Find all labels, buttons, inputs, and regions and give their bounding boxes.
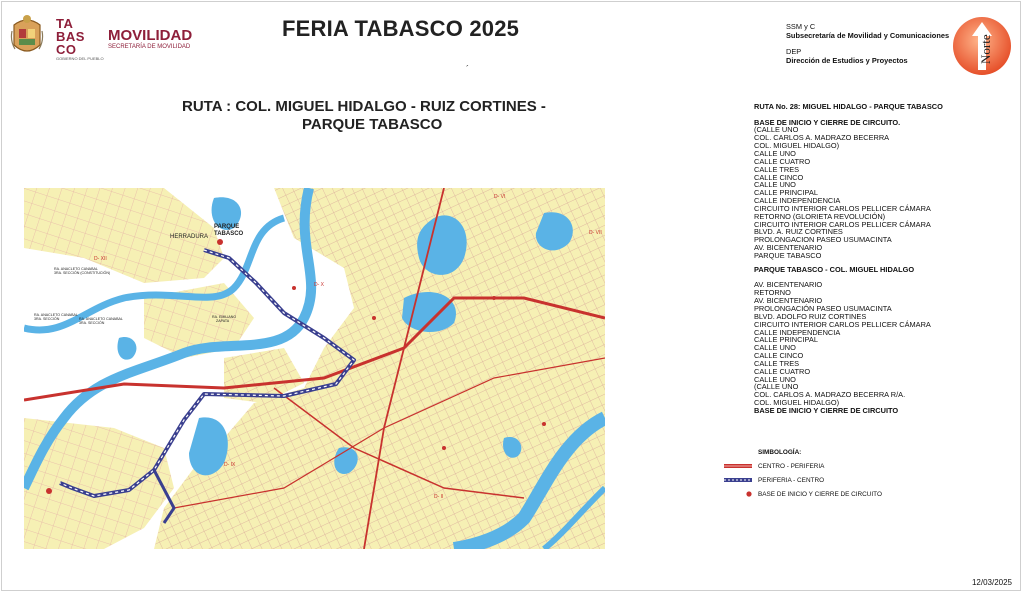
map-label-anacleto-2-l1: RA. ANACLETO CANABAL xyxy=(34,313,78,317)
map-label-anacleto-2-l2: 3RA. SECCIÓN xyxy=(34,317,60,321)
north-arrow-icon xyxy=(952,16,1012,76)
legend-label: CENTRO - PERIFERIA xyxy=(758,463,825,470)
route-list-item: CALLE UNO xyxy=(754,149,796,159)
legend-item-base xyxy=(722,491,962,501)
route-list-item: RETORNO (GLORIETA REVOLUCIÓN) xyxy=(754,211,886,221)
legend-swatch-centro xyxy=(724,464,752,468)
route-title-line: RUTA : COL. MIGUEL HIDALGO - RUIZ CORTINES - xyxy=(182,98,546,115)
route-list-item: PROLONGACION PASEO USUMACINTA xyxy=(754,235,892,245)
legend-item-periferia-centro xyxy=(722,477,962,487)
stray-mark: ´ xyxy=(466,64,469,74)
base-point-hidalgo xyxy=(46,488,52,494)
map-label-anacleto-1-l1: RA. ANACLETO CANABAL xyxy=(54,267,98,271)
document-date: 12/03/2025 xyxy=(971,578,1012,587)
route-title xyxy=(182,98,602,134)
route-list-item: PROLONGACIÓN PASEO USUMACINTA xyxy=(754,304,892,313)
legend-label: BASE DE INICIO Y CIERRE DE CIRCUITO xyxy=(758,491,882,498)
map-label-parque-l1: PARQUE xyxy=(214,224,240,230)
tabasco-logo-line: CO xyxy=(56,42,77,57)
agency-line: SSM y C xyxy=(786,22,816,31)
map-label-anacleto-3-l1: RA. ANACLETO CANABAL xyxy=(79,317,123,321)
movilidad-sub: SECRETARÍA DE MOVILIDAD xyxy=(108,44,191,50)
route-list-item: CALLE INDEPENDENCIA xyxy=(754,196,841,206)
map-label-anacleto-3-l2: 3RA. SECCIÓN xyxy=(79,321,105,325)
map-label-district: D- VII xyxy=(589,230,602,236)
route-list-item: CALLE CINCO xyxy=(754,172,804,182)
legend-title: SIMBOLOGÍA: xyxy=(758,449,802,456)
map-label-herradura: HERRADURA xyxy=(170,234,209,240)
route-list-item: BLVD. A. RUIZ CORTINES xyxy=(754,227,843,237)
map-label-district: D- XII xyxy=(94,256,107,262)
route-list-item: COL. MIGUEL HIDALGO) xyxy=(754,398,840,408)
route-list-item: CALLE CUATRO xyxy=(754,366,811,376)
legend-label: PERIFERIA - CENTRO xyxy=(758,477,825,484)
route-list-item: COL. CARLOS A. MADRAZO BECERRA xyxy=(754,133,890,143)
route-list-footer: BASE DE INICIO Y CIERRE DE CIRCUITO xyxy=(754,405,899,415)
page-title: FERIA TABASCO 2025 xyxy=(282,16,520,41)
route-description xyxy=(754,103,994,415)
agency-line: Dirección de Estudios y Proyectos xyxy=(786,55,908,65)
route-list-item: (CALLE UNO xyxy=(754,382,799,392)
route-list-item: AV. BICENTENARIO xyxy=(754,243,823,253)
route-list-item: CALLE UNO xyxy=(754,180,796,190)
tabasco-logo-sub: GOBIERNO DEL PUEBLO xyxy=(56,56,104,61)
route-list-item: CIRCUITO INTERIOR CARLOS PELLICER CÁMARA xyxy=(754,319,931,329)
north-label: Norte xyxy=(978,34,993,64)
route-list-item: CALLE TRES xyxy=(754,164,800,174)
legend-item-centro-periferia xyxy=(722,463,962,473)
route-list-item: PARQUE TABASCO xyxy=(754,250,822,260)
route-list-item: CALLE INDEPENDENCIA xyxy=(754,327,841,337)
map-label-parque xyxy=(214,224,244,237)
route-list-item: COL. CARLOS A. MADRAZO BECERRA R/A. xyxy=(754,390,906,400)
tabasco-logo xyxy=(56,17,106,65)
movilidad-logo: MOVILIDAD xyxy=(108,27,193,44)
route-list-section-title: PARQUE TABASCO - COL. MIGUEL HIDALGO xyxy=(754,264,915,274)
route-list-item: AV. BICENTENARIO xyxy=(754,280,823,290)
tabasco-crest-icon xyxy=(10,11,44,59)
route-list-item: CALLE CUATRO xyxy=(754,156,811,166)
route-list-item: COL. MIGUEL HIDALGO) xyxy=(754,141,840,151)
route-list-item: CALLE UNO xyxy=(754,343,796,353)
route-list-section-title: BASE DE INICIO Y CIERRE DE CIRCUITO. xyxy=(754,117,901,127)
base-point-parque xyxy=(217,239,223,245)
tabasco-logo-line: BAS xyxy=(56,29,85,44)
route-map xyxy=(24,188,605,549)
route-list-item: BLVD. ADOLFO RUIZ CORTINES xyxy=(754,311,867,321)
route-title-line: PARQUE TABASCO xyxy=(302,116,443,133)
map-label-emiliano-l1: RA. EMILIANO xyxy=(212,315,237,319)
legend-base-dot-icon xyxy=(746,491,752,497)
map-label-district: D- X xyxy=(314,282,324,288)
map-label-parque-l2: TABASCO xyxy=(214,231,244,237)
route-list-item: RETORNO xyxy=(754,288,791,298)
map-dot xyxy=(372,316,376,320)
legend-swatch-periferia xyxy=(724,478,752,482)
map-label-anacleto-1-l2: 3RA. SECCIÓN (CONSTITUCIÓN) xyxy=(54,271,111,275)
route-list-item: CALLE TRES xyxy=(754,358,800,368)
route-list-item: CALLE CINCO xyxy=(754,351,804,361)
route-list-item: CALLE PRINCIPAL xyxy=(754,335,818,345)
map-label-district: D- IX xyxy=(224,462,236,468)
route-list-item: CIRCUITO INTERIOR CARLOS PELLICER CÁMARA xyxy=(754,219,931,229)
map-dot xyxy=(542,422,546,426)
route-list-item: AV. BICENTENARIO xyxy=(754,296,823,306)
route-list-heading: RUTA No. 28: MIGUEL HIDALGO - PARQUE TABASCO xyxy=(754,102,943,111)
map-label-emiliano-l2: ZAPATA xyxy=(216,319,230,323)
map-label-district: D- II xyxy=(434,494,444,500)
route-list-item: (CALLE UNO xyxy=(754,125,799,135)
map-label-district: D- VI xyxy=(494,194,506,200)
agency-line: DEP xyxy=(786,47,802,57)
tabasco-logo-line: TA xyxy=(56,16,74,31)
map-dot xyxy=(292,286,296,290)
route-list-item: CALLE PRINCIPAL xyxy=(754,188,818,198)
agency-line: Subsecretaría de Movilidad y Comunicaciones xyxy=(786,30,950,40)
map-dot xyxy=(442,446,446,450)
agency-block xyxy=(786,23,949,65)
map-dot xyxy=(492,296,496,300)
route-list-item: CIRCUITO INTERIOR CARLOS PELLICER CÁMARA xyxy=(754,203,931,213)
route-list-item: CALLE UNO xyxy=(754,374,796,384)
